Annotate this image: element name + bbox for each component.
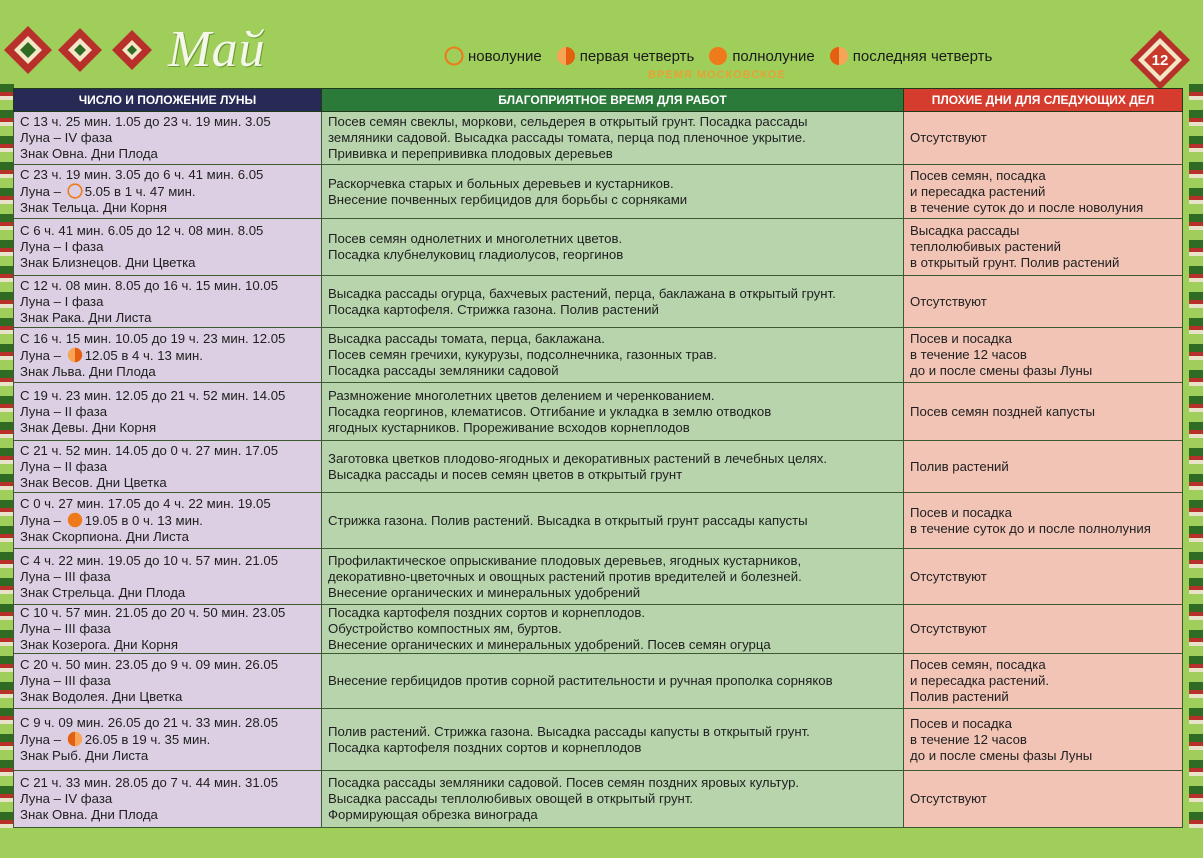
bad-days-text-line: в течение 12 часов <box>910 347 1027 362</box>
moon-text-line: С 0 ч. 27 мин. 17.05 до 4 ч. 22 мин. 19.05 <box>20 496 271 511</box>
work-text-line: Внесение почвенных гербицидов для борьбы с сорняками <box>328 191 688 207</box>
table-row <box>14 709 1183 771</box>
favorable-work-cell <box>322 219 904 276</box>
moon-text-line: Луна – III фаза <box>20 621 111 636</box>
moon-position-cell <box>14 709 322 771</box>
moon-position-cell <box>14 493 322 549</box>
bad-days-text-line: до и после смены фазы Луны <box>910 363 1093 378</box>
work-text-line: Посадка картофеля поздних сортов и корнеплодов <box>328 739 642 755</box>
moon-text-line: Знак Овна. Дни Плода <box>20 807 158 822</box>
full-moon-icon <box>67 512 83 528</box>
bad-days-text-line: Посев и посадка <box>910 504 1012 520</box>
legend-full-moon <box>708 46 814 66</box>
work-text-line: Посадка картофеля. Стрижка газона. Полив растений <box>328 301 659 317</box>
bad-days-cell <box>904 654 1183 709</box>
page-number-badge <box>1128 28 1192 92</box>
header-favorable-time: БЛАГОПРИЯТНОЕ ВРЕМЯ ДЛЯ РАБОТ <box>322 89 904 112</box>
moon-text-line: Знак Весов. Дни Цветка <box>20 474 167 490</box>
table-row <box>14 383 1183 441</box>
last-quarter-icon <box>829 46 849 66</box>
bad-days-text-line: Посев и посадка <box>910 331 1012 346</box>
table-header-row <box>14 89 1183 112</box>
work-text-line: Раскорчевка старых и больных деревьев и кустарников. <box>328 175 674 191</box>
moon-position-cell <box>14 328 322 383</box>
work-text-line: Посадка картофеля поздних сортов и корнеплодов. <box>328 605 646 620</box>
moon-text-line: Знак Девы. Дни Корня <box>20 419 157 435</box>
table-row <box>14 441 1183 493</box>
work-text-line: Формирующая обрезка винограда <box>328 807 538 822</box>
bad-days-text-line: Отсутствуют <box>910 130 987 145</box>
moon-text-line: Луна – <box>20 513 62 528</box>
bad-days-text-line: Полив растений <box>910 458 1009 474</box>
bad-days-cell <box>904 771 1183 828</box>
moon-phase-line <box>20 731 315 748</box>
favorable-work-cell <box>322 165 904 219</box>
header-bad-days: ПЛОХИЕ ДНИ ДЛЯ СЛЕДУЮЩИХ ДЕЛ <box>904 89 1183 112</box>
bad-days-cell <box>904 219 1183 276</box>
moon-text-line: С 9 ч. 09 мин. 26.05 до 21 ч. 33 мин. 28.05 <box>20 715 279 730</box>
favorable-work-cell <box>322 771 904 828</box>
full-moon-icon <box>708 46 728 66</box>
bad-days-text-line: Отсутствуют <box>910 621 987 636</box>
work-text-line: Посадка клубнелуковиц гладиолусов, георгинов <box>328 247 624 262</box>
moon-text-line: С 4 ч. 22 мин. 19.05 до 10 ч. 57 мин. 21.05 <box>20 552 279 568</box>
folk-ornament-icon <box>0 22 160 78</box>
work-text-line: Заготовка цветков плодово-ягодных и декоративных растений в лечебных целях. <box>328 450 828 466</box>
bad-days-text-line: Посев семян, посадка <box>910 167 1046 183</box>
work-text-line: земляники садовой. Высадка рассады томата, перца под пленочное укрытие. <box>328 130 806 145</box>
moon-text-line: Знак Льва. Дни Плода <box>20 363 156 379</box>
moon-text-line: Знак Тельца. Дни Корня <box>20 200 168 215</box>
bad-days-cell <box>904 165 1183 219</box>
work-text-line: Посев семян свеклы, моркови, сельдерея в открытый грунт. Посадка рассады <box>328 114 808 129</box>
side-ornament-right <box>1189 84 1203 828</box>
moon-text-line: С 12 ч. 08 мин. 8.05 до 16 ч. 15 мин. 10.05 <box>20 277 279 293</box>
favorable-work-cell <box>322 493 904 549</box>
moon-phase-line <box>20 347 315 364</box>
legend-label: последняя четверть <box>852 47 993 65</box>
bad-days-text-line: Отсутствуют <box>910 568 987 584</box>
bad-days-text-line: и пересадка растений. <box>910 673 1050 688</box>
work-text-line: Посадка георгинов, клематисов. Отгибание и укладка в землю отводков <box>328 403 772 419</box>
bad-days-text-line: в течение суток до и после новолуния <box>910 199 1144 215</box>
moon-text-line: Луна – <box>20 347 62 363</box>
legend-last-quarter <box>829 46 993 66</box>
bad-days-text-line: теплолюбивых растений <box>910 239 1062 254</box>
work-text-line: Размножение многолетних цветов делением и черенкованием. <box>328 387 715 403</box>
moon-text-line: Знак Козерога. Дни Корня <box>20 637 178 652</box>
bad-days-text-line: Отсутствуют <box>910 293 987 309</box>
moon-text-line: С 16 ч. 15 мин. 10.05 до 19 ч. 23 мин. 12.05 <box>20 330 286 346</box>
moon-text-line: Луна – II фаза <box>20 458 108 474</box>
table-row <box>14 276 1183 328</box>
moon-text-line: Луна – I фаза <box>20 293 104 309</box>
moon-position-cell <box>14 276 322 328</box>
table-row <box>14 605 1183 654</box>
moon-text-line: С 21 ч. 52 мин. 14.05 до 0 ч. 27 мин. 17.05 <box>20 442 279 458</box>
table-row <box>14 328 1183 383</box>
bad-days-text-line: в течение суток до и после полнолуния <box>910 520 1151 536</box>
moon-text-line: Знак Стрельца. Дни Плода <box>20 584 186 600</box>
first-quarter-icon <box>67 347 83 363</box>
work-text-line: Внесение гербицидов против сорной растительности и ручная прополка сорняков <box>328 673 833 688</box>
moon-text-line: Луна – IV фаза <box>20 130 113 145</box>
new-moon-icon <box>444 46 464 66</box>
bad-days-cell <box>904 441 1183 493</box>
legend-label: первая четверть <box>579 47 695 65</box>
work-text-line: Внесение органических и минеральных удобрений <box>328 584 641 600</box>
moon-text-line: Луна – IV фаза <box>20 791 113 806</box>
table-row <box>14 219 1183 276</box>
bad-days-text-line: Отсутствуют <box>910 791 987 806</box>
moon-text-line: Знак Близнецов. Дни Цветка <box>20 255 196 270</box>
bad-days-cell <box>904 328 1183 383</box>
legend-first-quarter <box>556 46 695 66</box>
side-ornament-left <box>0 84 14 828</box>
new-moon-icon <box>67 183 83 199</box>
work-text-line: Внесение органических и минеральных удобрений. Посев семян огурца <box>328 637 771 652</box>
moon-text-line: Луна – I фаза <box>20 239 104 254</box>
phase-datetime: 12.05 в 4 ч. 13 мин. <box>84 347 203 363</box>
work-text-line: Прививка и перепрививка плодовых деревьев <box>328 146 613 161</box>
moon-text-line: С 6 ч. 41 мин. 6.05 до 12 ч. 08 мин. 8.05 <box>20 223 264 238</box>
first-quarter-icon <box>556 46 576 66</box>
moon-text-line: С 10 ч. 57 мин. 21.05 до 20 ч. 50 мин. 23.05 <box>20 605 286 620</box>
bad-days-text-line: Посев и посадка <box>910 715 1012 731</box>
moon-position-cell <box>14 219 322 276</box>
moon-text-line: С 13 ч. 25 мин. 1.05 до 23 ч. 19 мин. 3.05 <box>20 114 271 129</box>
lunar-calendar-table <box>13 88 1183 828</box>
favorable-work-cell <box>322 605 904 654</box>
bad-days-text-line: в открытый грунт. Полив растений <box>910 255 1120 270</box>
work-text-line: Высадка рассады огурца, бахчевых растений, перца, баклажана в открытый грунт. <box>328 285 836 301</box>
table-row <box>14 165 1183 219</box>
moon-text-line: Луна – II фаза <box>20 403 108 419</box>
bad-days-cell <box>904 276 1183 328</box>
bad-days-text-line: Высадка рассады <box>910 223 1020 238</box>
legend-new-moon <box>444 46 542 66</box>
moon-position-cell <box>14 549 322 605</box>
moon-position-cell <box>14 771 322 828</box>
moon-position-cell <box>14 165 322 219</box>
bad-days-text-line: и пересадка растений <box>910 183 1046 199</box>
legend-label: новолуние <box>468 47 542 65</box>
bad-days-text-line: в течение 12 часов <box>910 731 1027 747</box>
favorable-work-cell <box>322 549 904 605</box>
work-text-line: Обустройство компостных ям, буртов. <box>328 621 562 636</box>
bad-days-text-line: Полив растений <box>910 689 1009 704</box>
moon-text-line: Луна – <box>20 732 62 747</box>
work-text-line: Стрижка газона. Полив растений. Высадка в открытый грунт рассады капусты <box>328 512 808 528</box>
time-zone-note: ВРЕМЯ МОСКОВСКОЕ <box>648 69 786 81</box>
phase-datetime: 19.05 в 0 ч. 13 мин. <box>84 513 203 528</box>
work-text-line: Посев семян гречихи, кукурузы, подсолнечника, газонных трав. <box>328 347 717 362</box>
bad-days-cell <box>904 383 1183 441</box>
bad-days-text-line: Посев семян, посадка <box>910 657 1046 672</box>
moon-phase-line <box>20 183 315 200</box>
bad-days-cell <box>904 605 1183 654</box>
table-row <box>14 549 1183 605</box>
moon-position-cell <box>14 605 322 654</box>
moon-text-line: Знак Овна. Дни Плода <box>20 146 158 161</box>
moon-text-line: Луна – III фаза <box>20 673 111 688</box>
favorable-work-cell <box>322 383 904 441</box>
work-text-line: ягодных кустарников. Прореживание всходов корнеплодов <box>328 419 690 435</box>
table-row <box>14 112 1183 165</box>
favorable-work-cell <box>322 328 904 383</box>
moon-text-line: С 23 ч. 19 мин. 3.05 до 6 ч. 41 мин. 6.05 <box>20 167 264 182</box>
moon-text-line: С 20 ч. 50 мин. 23.05 до 9 ч. 09 мин. 26.05 <box>20 657 279 672</box>
work-text-line: Высадка рассады теплолюбивых овощей в открытый грунт. <box>328 791 694 806</box>
page-number: 12 <box>1151 51 1169 69</box>
moon-text-line: Знак Рака. Дни Листа <box>20 309 152 325</box>
table-row <box>14 493 1183 549</box>
work-text-line: Посадка рассады земляники садовой. Посев семян поздних яровых культур. <box>328 775 800 790</box>
moon-position-cell <box>14 654 322 709</box>
moon-position-cell <box>14 383 322 441</box>
moon-text-line: Знак Водолея. Дни Цветка <box>20 689 183 704</box>
moon-text-line: Луна – <box>20 184 62 199</box>
last-quarter-icon <box>67 731 83 747</box>
moon-text-line: С 19 ч. 23 мин. 12.05 до 21 ч. 52 мин. 14.05 <box>20 387 286 403</box>
bad-days-cell <box>904 112 1183 165</box>
moon-text-line: Знак Скорпиона. Дни Листа <box>20 529 189 544</box>
work-text-line: Высадка рассады томата, перца, баклажана. <box>328 331 605 346</box>
moon-phase-legend <box>444 46 1006 66</box>
bad-days-cell <box>904 493 1183 549</box>
moon-text-line: С 21 ч. 33 мин. 28.05 до 7 ч. 44 мин. 31.05 <box>20 775 279 790</box>
favorable-work-cell <box>322 654 904 709</box>
favorable-work-cell <box>322 112 904 165</box>
legend-label: полнолуние <box>732 47 815 65</box>
work-text-line: Профилактическое опрыскивание плодовых деревьев, ягодных кустарников, <box>328 552 802 568</box>
bad-days-cell <box>904 709 1183 771</box>
moon-position-cell <box>14 441 322 493</box>
moon-position-cell <box>14 112 322 165</box>
favorable-work-cell <box>322 709 904 771</box>
bad-days-text-line: до и после смены фазы Луны <box>910 747 1093 763</box>
moon-text-line: Знак Рыб. Дни Листа <box>20 748 149 763</box>
table-row <box>14 654 1183 709</box>
phase-datetime: 5.05 в 1 ч. 47 мин. <box>84 184 196 199</box>
month-title: Май <box>168 21 266 78</box>
table-row <box>14 771 1183 828</box>
bad-days-text-line: Посев семян поздней капусты <box>910 403 1096 419</box>
work-text-line: Посев семян однолетних и многолетних цветов. <box>328 231 623 246</box>
phase-datetime: 26.05 в 19 ч. 35 мин. <box>84 732 211 747</box>
header-moon-position: ЧИСЛО И ПОЛОЖЕНИЕ ЛУНЫ <box>14 89 322 112</box>
work-text-line: Посадка рассады земляники садовой <box>328 363 559 378</box>
favorable-work-cell <box>322 441 904 493</box>
bad-days-cell <box>904 549 1183 605</box>
work-text-line: декоративно-цветочных и овощных растений против вредителей и болезней. <box>328 568 802 584</box>
moon-phase-line <box>20 512 315 529</box>
work-text-line: Полив растений. Стрижка газона. Высадка рассады капусты в открытый грунт. <box>328 723 810 739</box>
favorable-work-cell <box>322 276 904 328</box>
work-text-line: Высадка рассады и посев семян цветов в открытый грунт <box>328 466 683 482</box>
moon-text-line: Луна – III фаза <box>20 568 111 584</box>
